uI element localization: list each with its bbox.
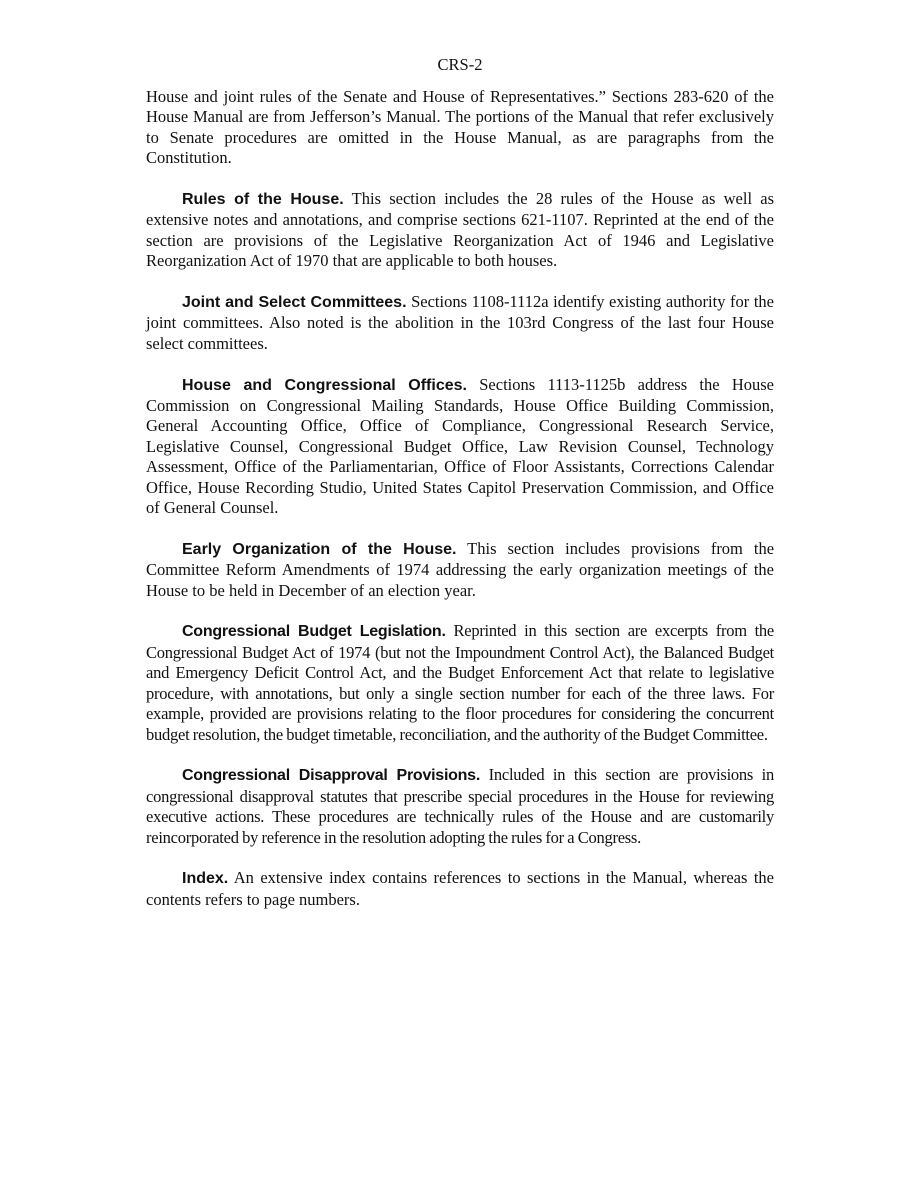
page-number-header: CRS-2 [437,55,483,74]
section-heading: Joint and Select Committees. [182,294,407,312]
section-early-organization [146,539,774,601]
section-body: This section includes provisions from the Committee Reform Amendments of 1974 addressing the early organization meetings of the House to be held in December of an election year. [146,538,775,600]
section-body: Sections 1113-1125b address the House Commission on Congressional Mailing Standards, House Office Building Commission, General Accounting Office, Office of Compliance, Congressional Research Service, Legislative Counsel, Congressional Budget Office, Law Revision Counsel, Technology Assessment, Office of the Parliamentarian, Office of Floor Assistants, Corrections Calendar Office, House Recording Studio, United States Capitol Preservation Commission, and Office of General Counsel. [146,374,774,518]
section-congressional-budget-legislation [146,621,774,744]
section-rules-of-the-house [146,189,774,272]
section-joint-and-select-committees [146,292,774,354]
section-body: Included in this section are provisions in congressional disapproval statutes that prescribe special procedures in the House for reviewing executive actions. These procedures are technically rules of the House and are customarily reincorporated by reference in the resolution adopting the rules for a Congress. [146,765,775,847]
section-congressional-disapproval-provisions [146,765,774,848]
section-body: An extensive index contains references to sections in the Manual, whereas the contents refers to page numbers. [146,868,774,909]
section-heading: Congressional Disapproval Provisions. [182,767,481,785]
document-page [146,0,774,910]
section-body: Reprinted in this section are excerpts from the Congressional Budget Act of 1974 (but not the Impoundment Control Act), the Balanced Budget and Emergency Deficit Control Act, and the Budget Enforcement Act that relate to legislative procedure, with annotations, but only a single section number for each of the three laws. For example, provided are provisions relating to the floor procedures for considering the concurrent budget resolution, the budget timetable, reconciliation, and the authority of the Budget Committee. [146,621,775,744]
section-body: Sections 1108-1112a identify existing authority for the joint committees. Also noted is the abolition in the 103rd Congress of the last four House select committees. [146,292,774,353]
section-heading: Rules of the House. [182,191,344,209]
section-heading: Congressional Budget Legislation. [182,623,446,641]
section-house-and-congressional-offices [146,375,774,519]
section-body: This section includes the 28 rules of the House as well as extensive notes and annotations, and comprise sections 621-1107. Reprinted at the end of the section are provisions of the Legislative Reorganization Act of 1946 and Legislative Reorganization Act of 1970 that are applicable to both houses. [146,189,775,271]
section-heading: Early Organization of the House. [182,540,457,558]
intro-paragraph: House and joint rules of the Senate and House of Representatives.” Sections 283-620 of the House Manual are from Jefferson’s Manual. The portions of the Manual that refer exclusively to Senate procedures are omitted in the House Manual, as are paragraphs from the Constitution. [146,87,774,168]
section-index [146,868,774,910]
section-heading: Index. [182,870,229,888]
section-heading: House and Congressional Offices. [182,376,467,394]
